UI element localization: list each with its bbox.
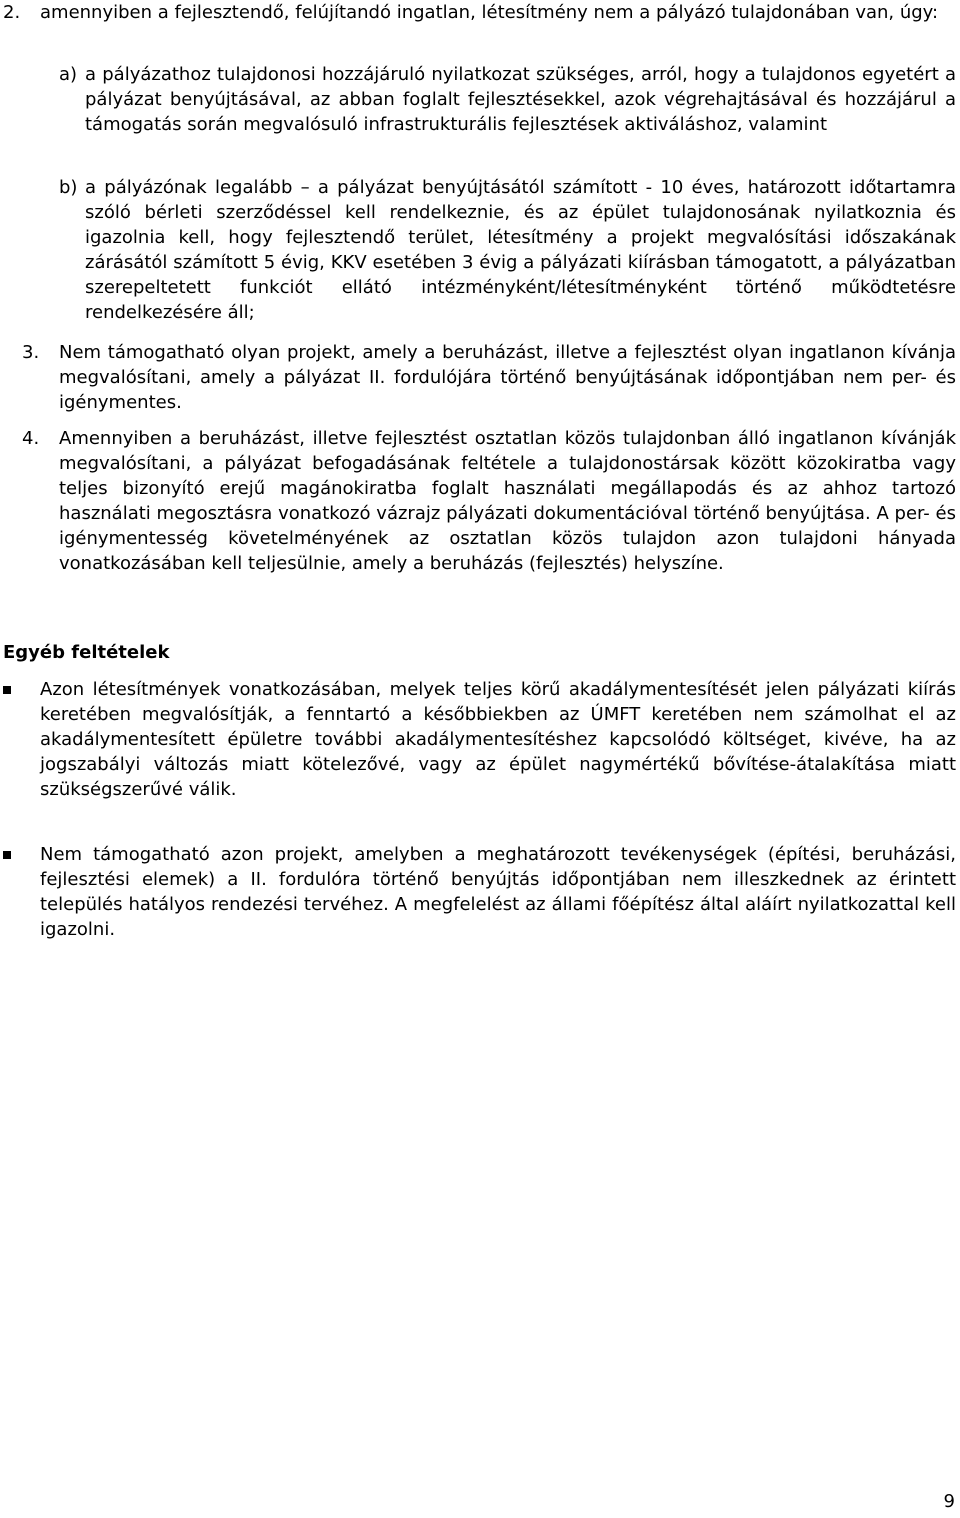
sub-item-text: a pályázathoz tulajdonosi hozzájáruló nyilatkozat szükséges, arról, hogy a tulajdonos egyetért a pályázat benyújtásával, az abban foglalt fejlesztésekkel, azok végrehajtásával és hozzájárul a támogatás során megvalósuló infrastrukturális fejlesztések aktiváláshoz, valamint bbox=[85, 64, 956, 135]
sub-item-marker: a) bbox=[59, 64, 78, 85]
item-marker: 2. bbox=[3, 2, 21, 23]
bullet-text: Azon létesítmények vonatkozásában, melyek teljes körű akadálymentesítését jelen pályázati kiírás keretében megvalósítják, a fenntartó a későbbiekben az ÚMFT keretében nem számolhat el az akadálymentesített épületre további akadálymentesítéshez kapcsolódó költséget, kivéve, ha az jogszabályi változás miatt kötelezővé, vagy az épület nagymértékű bővítése-átalakítása miatt szükségszerűvé válik. bbox=[40, 679, 956, 800]
item-marker: 4. bbox=[22, 428, 40, 449]
section-heading: Egyéb feltételek bbox=[3, 642, 170, 663]
item-text: Amennyiben a beruházást, illetve fejlesztést osztatlan közös tulajdonban álló ingatlanon kívánják megvalósítani, a pályázat befogadásának feltétele a tulajdonostársak között közokiratba vagy teljes bizonyító erejű magánokiratba foglalt használati megállapodás és az ahhoz tartozó használati megosztásra vonatkozó vázrajz pályázati dokumentációval történő benyújtása. A per- és igénymentesség követelményének az osztatlan közös tulajdon azon tulajdoni hányada vonatkozásában kell teljesülnie, amely a beruházás (fejlesztés) helyszíne. bbox=[59, 428, 956, 574]
item-marker: 3. bbox=[22, 342, 40, 363]
page-number: 9 bbox=[943, 1491, 955, 1512]
sub-item-marker: b) bbox=[59, 177, 78, 198]
bullet-text: Nem támogatható azon projekt, amelyben a meghatározott tevékenységek (építési, beruházási, fejlesztési elemek) a II. fordulóra történő benyújtás időpontjában nem illeszkednek az érintett település hatályos rendezési tervéhez. A megfelelést az állami főépítész által aláírt nyilatkozattal kell igazolni. bbox=[40, 844, 956, 940]
item-text: amennyiben a fejlesztendő, felújítandó ingatlan, létesítmény nem a pályázó tulajdonában van, úgy: bbox=[40, 2, 939, 23]
square-bullet-icon bbox=[3, 686, 11, 694]
square-bullet-icon bbox=[3, 851, 11, 859]
item-text: Nem támogatható olyan projekt, amely a beruházást, illetve a fejlesztést olyan ingatlanon kívánja megvalósítani, amely a pályázat II. fordulójára történő benyújtásának időpontjában nem per- és igénymentes. bbox=[59, 342, 956, 413]
sub-item-text: a pályázónak legalább – a pályázat benyújtásától számított - 10 éves, határozott időtartamra szóló bérleti szerződéssel kell rendelkeznie, és az épület tulajdonosának nyilatkoznia és igazolnia kell, hogy fejlesztendő terület, létesítmény a projekt megvalósítási időszakának zárásától számított 5 évig, KKV esetében 3 évig a pályázati kiírásban támogatott, a pályázatban szerepeltetett funkciót ellátó intézményként/létesítményként történő működtetésre rendelkezésére áll; bbox=[85, 177, 956, 323]
